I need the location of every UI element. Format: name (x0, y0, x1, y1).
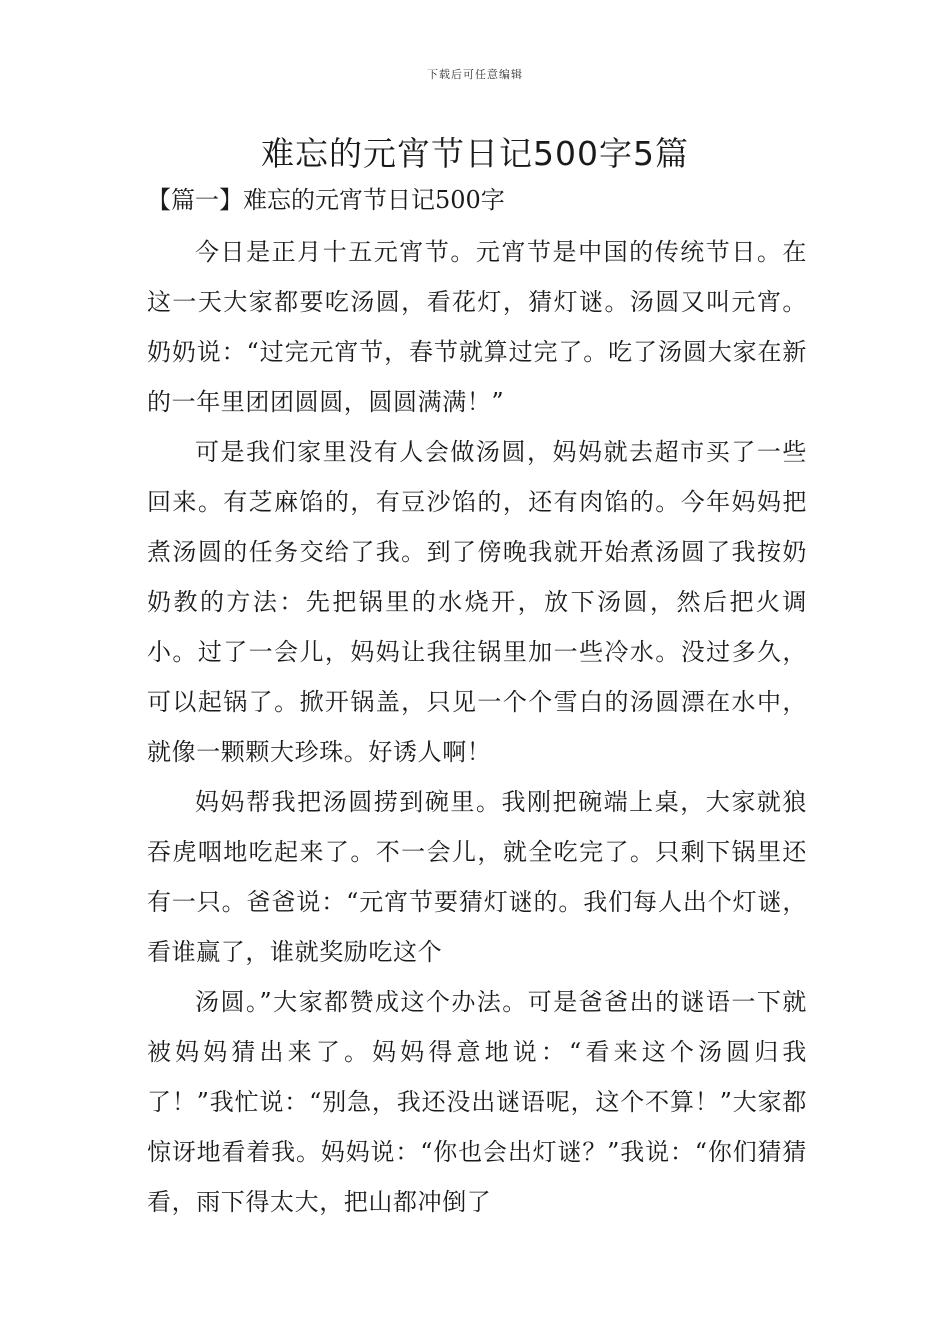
paragraph-3: 妈妈帮我把汤圆捞到碗里。我刚把碗端上桌，大家就狼吞虎咽地吃起来了。不一会儿，就全吃完了。只剩下锅里还有一只。爸爸说：“元宵节要猜灯谜的。我们每人出个灯谜，看谁赢了，谁就奖励吃这个 (147, 788, 807, 966)
section-heading: 【篇一】难忘的元宵节日记500字 (147, 186, 505, 214)
page-header-note: 下载后可任意编辑 (427, 68, 523, 81)
document-title: 难忘的元宵节日记500字5篇 (261, 134, 689, 173)
paragraph-4: 汤圆。”大家都赞成这个办法。可是爸爸出的谜语一下就被妈妈猜出来了。妈妈得意地说：“看来这个汤圆归我了！”我忙说：“别急，我还没出谜语呢，这个不算！”大家都惊讶地看着我。妈妈说：“你也会出灯谜？”我说：“你们猜猜看，雨下得太大，把山都冲倒了 (147, 988, 807, 1216)
paragraph-2: 可是我们家里没有人会做汤圆，妈妈就去超市买了一些回来。有芝麻馅的，有豆沙馅的，还有肉馅的。今年妈妈把煮汤圆的任务交给了我。到了傍晚我就开始煮汤圆了我按奶奶教的方法：先把锅里的水烧开，放下汤圆，然后把火调小。过了一会儿，妈妈让我往锅里加一些冷水。没过多久，可以起锅了。掀开锅盖，只见一个个雪白的汤圆漂在水中，就像一颗颗大珍珠。好诱人啊！ (147, 438, 807, 766)
paragraph-1: 今日是正月十五元宵节。元宵节是中国的传统节日。在这一天大家都要吃汤圆，看花灯，猜灯谜。汤圆又叫元宵。奶奶说：“过完元宵节，春节就算过完了。吃了汤圆大家在新的一年里团团圆圆，圆圆满满！” (147, 238, 807, 416)
document-body (147, 180, 807, 1227)
